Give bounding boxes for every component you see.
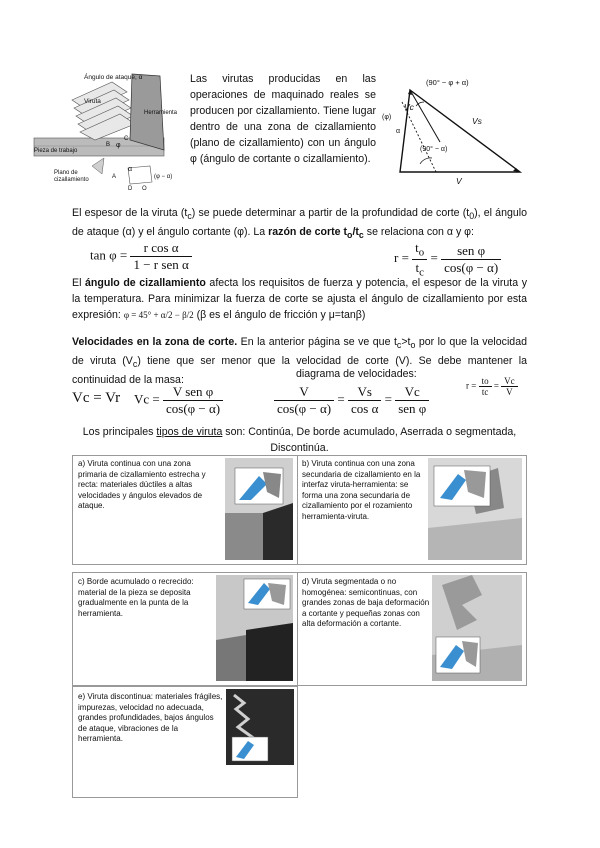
diag-phi: (φ): [382, 114, 392, 121]
label-angulo-ataque: Ángulo de ataque, α: [84, 74, 143, 81]
chip-cell-e-text: e) Viruta discontinua: materiales frágiles, impurezas, velocidad no adecuada, grandes profundidades, bajos ángulos de ataque, vibraciones de la herramienta.: [78, 692, 223, 743]
chip-photo-b: [428, 458, 522, 560]
diag-mid: (90° − α): [420, 146, 448, 153]
equation-tan-phi: tan φ = $\frac{\text{r cos α}}{\text{1 − r sen α}}$: [90, 240, 192, 273]
diag-alpha: α: [396, 128, 401, 135]
equation-r: r = $\frac{t_o}{t_c}$ = $\frac{\text{sen φ}}{\cos(\varphi - \alpha)}$: [394, 240, 501, 278]
equation-vc-vr: Vc = Vr: [72, 390, 121, 406]
label-pieza: Pieza de trabajo: [34, 148, 78, 154]
equation-vc: Vc = $\frac{\text{V sen φ}}{\cos(\varphi - \alpha)}$: [134, 384, 223, 417]
thickness-paragraph: El espesor de la viruta $(t_c)$ se puede determinar a partir de la profundidad de corte $(t_0)$, el ángulo de ataque (α) y el ángulo cortante (φ). La razón de corte $t_o/t_c$ se relaciona con α y φ:: [72, 207, 527, 241]
chip-photo-e: [226, 689, 294, 765]
label-plano: Plano de cizallamiento: [54, 170, 89, 183]
chip-cell-c-text: c) Borde acumulado o recrecido: material de la pieza se deposita gradualmente en la punta de la herramienta.: [78, 577, 194, 618]
label-phi: φ: [116, 142, 121, 149]
chip-types-paragraph: Los principales tipos de viruta son: Continúa, De borde acumulado, Aserrada o segmentada, Discontinúa.: [82, 426, 517, 454]
chip-photo-a: [225, 458, 293, 560]
label-d: D: [128, 186, 133, 192]
label-b: B: [106, 142, 111, 148]
label-c: C: [124, 136, 129, 142]
diag-vc: Vc: [404, 102, 414, 112]
label-o: O: [142, 186, 147, 192]
chip-cell-b-text: b) Viruta continua con una zona secundaria de cizallamiento en la interfaz viruta-herramienta: se forma una zona secundaria de cizallamiento por el rozamiento herramienta-viruta.: [302, 459, 421, 521]
chip-photo-c: [216, 575, 293, 681]
equation-r-ratio: r = $\frac{to}{tc}$ = $\frac{Vc}{V}$: [466, 376, 518, 397]
equation-continuity: $\frac{V}{\cos(\varphi - \alpha)}$ = $\frac{Vs}{\text{cos α}}$ = $\frac{Vc}{\text{sen φ}}$: [274, 384, 429, 417]
velocity-diagram-label: diagrama de velocidades:: [296, 368, 417, 380]
label-herramienta: Herramienta: [144, 110, 178, 116]
diag-top-label: (90° − φ + α): [426, 78, 469, 87]
cutting-figure: [32, 70, 182, 200]
shear-angle-paragraph: El ángulo de cizallamiento afecta los requisitos de fuerza y potencia, el espesor de la viruta y la temperatura. Para minimizar la fuerza de corte se ajusta el ángulo de cizallamiento por esta expresión: φ = 45° + α/2 − β/2 (β es el ángulo de fricción y μ=tanβ): [72, 277, 527, 321]
intro-paragraph: Las virutas producidas en las operaciones de maquinado reales se producen por cizallamiento. Tiene lugar dentro de una zona de cizallamiento (plano de cizallamiento) con un ángulo φ (ángulo de cortante o cizallamiento).: [190, 73, 376, 165]
label-viruta: Viruta: [84, 98, 101, 105]
chip-cell-d-text: d) Viruta segmentada o no homogénea: semicontinuas, con grandes zonas de baja deformación a cortante y pequeñas zonas con alta deformación a cortante.: [302, 577, 430, 628]
label-phi-alpha: (φ − α): [154, 174, 173, 180]
chip-photo-d: [432, 575, 522, 681]
label-a: A: [112, 174, 117, 180]
velocities-paragraph: Velocidades en la zona de corte. En la anterior página se ve que $t_c>t_o$ por lo que la velocidad de viruta $(V_c)$ tiene que ser menor que la velocidad de corte (V). Se debe mantener la continuidad de la masa:: [72, 336, 528, 387]
diag-v: V: [456, 176, 462, 186]
chip-cell-a-text: a) Viruta continua con una zona primaria de cizallamiento estrecha y recta: materiales dúctiles a altas velocidades y ángulos elevados de ataque.: [78, 459, 206, 510]
diag-vs: Vs: [472, 116, 482, 126]
label-alpha: α: [128, 166, 133, 173]
velocity-diagram: [380, 72, 530, 192]
